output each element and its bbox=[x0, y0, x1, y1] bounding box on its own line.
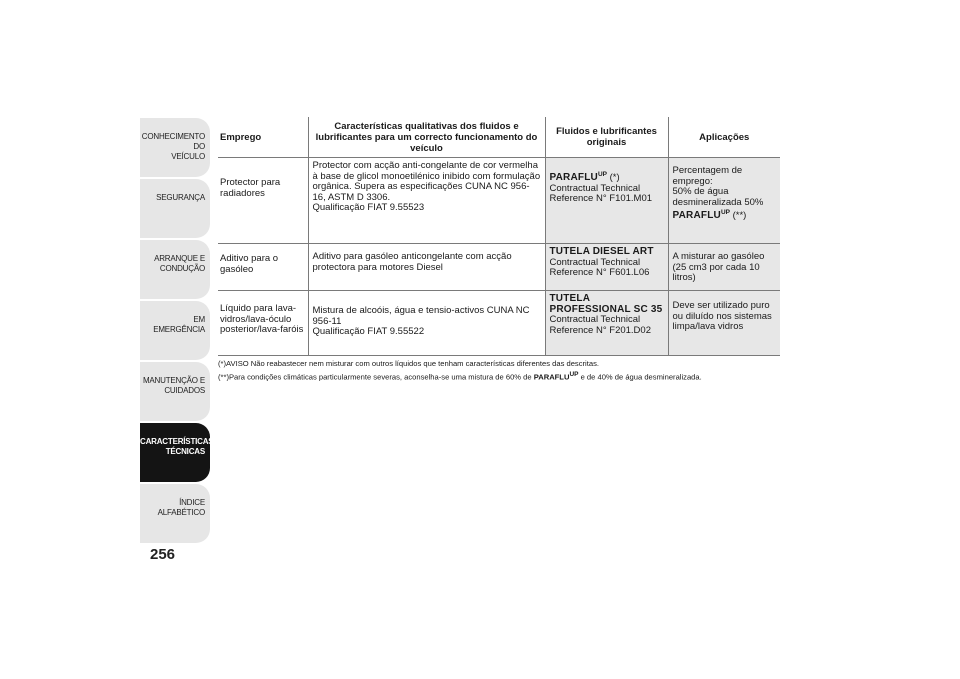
header-fluidos: Fluidos e lubrificantes originais bbox=[545, 117, 668, 158]
tab-label: MANUTENÇÃO E CUIDADOS bbox=[142, 376, 205, 395]
caracteristicas-text: Mistura de alcoóis, água e tensio-activos CUNA NC 956-11 bbox=[312, 305, 530, 327]
aplicacao-footnote-mark: (**) bbox=[732, 210, 747, 222]
fluid-brand: TUTELA DIESEL ART bbox=[549, 246, 654, 257]
cell-fluido bbox=[545, 244, 668, 291]
cell-fluido bbox=[545, 291, 668, 356]
fluid-spec-line1: Contractual Technical bbox=[549, 182, 641, 194]
table-row bbox=[218, 244, 780, 291]
footnote-2-brand: PARAFLU bbox=[533, 372, 570, 382]
footnote-1: (*)AVISO Não reabastecer nem misturar com outros líquidos que tenham características diferentes das descritas. bbox=[218, 359, 599, 368]
fluid-brand: TUTELA PROFESSIONAL SC 35 bbox=[549, 293, 663, 315]
aplicacao-line1: Percentagem de emprego: bbox=[672, 165, 743, 187]
aplicacao-line2: 50% de água bbox=[672, 186, 729, 197]
footnote-2-text: (**)Para condições climáticas particularmente severas, aconselha-se uma mistura de 60% de bbox=[218, 372, 534, 382]
fluids-lubricants-table bbox=[218, 117, 780, 356]
footnote-2-text-end: e de 40% de água desmineralizada. bbox=[578, 372, 702, 382]
tab-indice-alfabetico[interactable] bbox=[140, 484, 210, 543]
fluids-table-section bbox=[218, 117, 780, 383]
tab-caracteristicas-tecnicas[interactable] bbox=[140, 423, 214, 482]
cell-emprego: Líquido para lava-vidros/lava-óculo posterior/lava-faróis bbox=[218, 291, 308, 356]
cell-fluido bbox=[545, 158, 668, 244]
cell-aplicacao: Deve ser utilizado puro ou diluído nos sistemas limpa/lava vidros bbox=[668, 291, 780, 356]
aplicacao-brand: PARAFLU bbox=[672, 210, 721, 222]
tab-label: ARRANQUE E CONDUÇÃO bbox=[154, 254, 205, 273]
fluid-brand-superscript: UP bbox=[597, 171, 607, 178]
header-caracteristicas: Características qualitativas dos fluidos e lubrificantes para um correcto funcionamento do veículo bbox=[308, 117, 545, 158]
table-header-row bbox=[218, 117, 780, 158]
tab-label: SEGURANÇA bbox=[156, 193, 205, 202]
cell-caracteristicas bbox=[308, 291, 545, 356]
fluid-spec-line2: Reference N° F201.D02 bbox=[549, 324, 651, 336]
table-footnotes bbox=[218, 358, 780, 383]
table-row bbox=[218, 291, 780, 356]
tab-seguranca[interactable] bbox=[140, 179, 210, 238]
header-aplicacoes: Aplicações bbox=[668, 117, 780, 158]
cell-aplicacao bbox=[668, 158, 780, 244]
fluid-spec-line2: Reference N° F601.L06 bbox=[549, 267, 650, 278]
tab-manutencao-e-cuidados[interactable] bbox=[140, 362, 210, 421]
footnote-2 bbox=[218, 369, 780, 383]
table-row bbox=[218, 158, 780, 244]
fluid-spec-line1: Contractual Technical bbox=[549, 256, 641, 268]
tab-label: CONHECIMENTO DO VEÍCULO bbox=[141, 132, 205, 161]
tab-label: EM EMERGÊNCIA bbox=[153, 315, 205, 334]
qualificacao-text: Qualificação FIAT 9.55523 bbox=[312, 202, 425, 213]
aplicacao-brand-superscript: UP bbox=[720, 209, 730, 216]
qualificacao-text: Qualificação FIAT 9.55522 bbox=[312, 326, 425, 337]
chapter-index-sidebar bbox=[140, 118, 214, 545]
tab-arranque-e-conducao[interactable] bbox=[140, 240, 210, 299]
tab-em-emergencia[interactable] bbox=[140, 301, 210, 360]
cell-caracteristicas bbox=[308, 158, 545, 244]
cell-emprego: Aditivo para o gasóleo bbox=[218, 244, 308, 291]
cell-emprego: Protector para radiadores bbox=[218, 158, 308, 244]
aplicacao-line3: desmineralizada 50% bbox=[672, 196, 764, 208]
footnote-2-superscript: UP bbox=[569, 371, 579, 378]
fluid-spec-line2: Reference N° F101.M01 bbox=[549, 193, 653, 205]
tab-label: ÍNDICE ALFABÉTICO bbox=[157, 498, 205, 517]
caracteristicas-text: Protector com acção anti-congelante de cor vermelha à base de glicol monoetilénico inibido com formulação orgânica. Supera as especificações CUNA NC 956-16, ASTM D 3306. bbox=[312, 160, 541, 203]
fluid-footnote-mark: (*) bbox=[609, 172, 620, 184]
fluid-spec-line1: Contractual Technical bbox=[549, 314, 641, 325]
page-number: 256 bbox=[150, 546, 176, 563]
tab-label: CARACTERÍSTICAS TÉCNICAS bbox=[140, 437, 214, 456]
cell-aplicacao: A misturar ao gasóleo (25 cm3 por cada 10 litros) bbox=[668, 244, 780, 291]
tab-conhecimento-do-veiculo[interactable] bbox=[140, 118, 210, 177]
fluid-brand: PARAFLU bbox=[549, 172, 598, 184]
cell-caracteristicas: Aditivo para gasóleo anticongelante com acção protectora para motores Diesel bbox=[308, 244, 545, 291]
header-emprego: Emprego bbox=[218, 117, 308, 158]
